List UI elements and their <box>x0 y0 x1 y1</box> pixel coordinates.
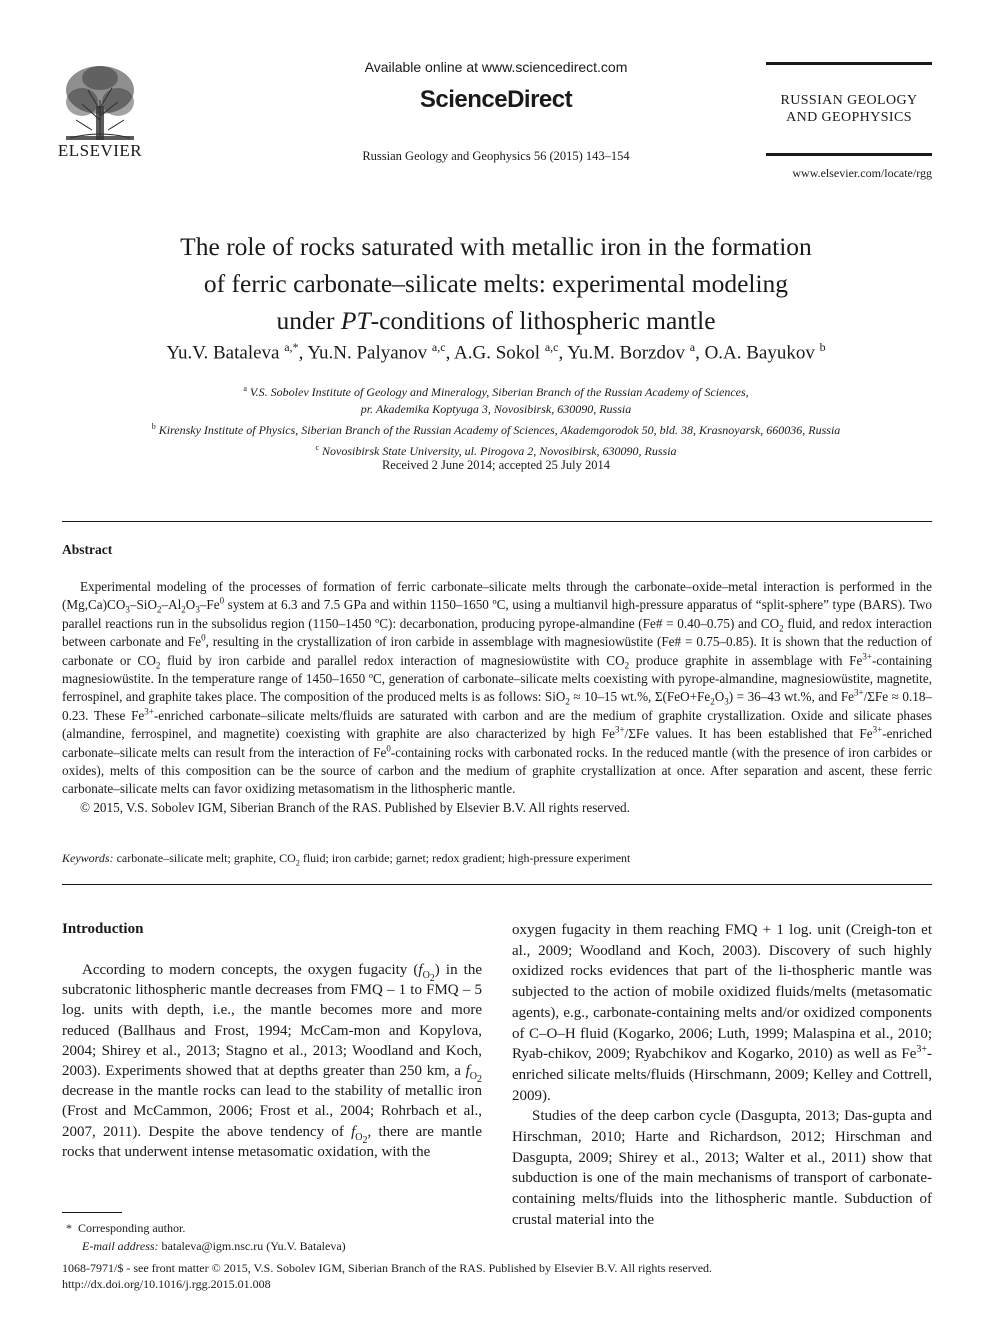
affiliation-text: V.S. Sobolev Institute of Geology and Mineralogy, Siberian Branch of the Russian Academy of Sciences, <box>249 385 749 399</box>
affiliations <box>62 380 930 460</box>
email-label: E-mail address: <box>82 1239 159 1253</box>
title-line3-prefix: under <box>276 306 341 335</box>
author-marks: a,* <box>284 340 299 354</box>
title-line3 <box>62 302 930 339</box>
journal-citation: Russian Geology and Geophysics 56 (2015) 143–154 <box>362 149 630 163</box>
received-dates: Received 2 June 2014; accepted 25 July 2014 <box>381 458 611 472</box>
body-column-right <box>512 920 932 1231</box>
affiliation-a-line1 <box>62 380 930 401</box>
author-marks: b <box>819 340 826 354</box>
article-title <box>62 228 930 339</box>
journal-name <box>766 92 932 126</box>
email-note <box>82 1239 346 1254</box>
affiliation-mark: c <box>315 443 319 452</box>
journal-rule-bottom <box>766 153 932 156</box>
author-name[interactable]: Yu.M. Borzdov <box>567 342 685 364</box>
author-name[interactable]: Yu.V. Bataleva <box>166 342 280 364</box>
section-divider <box>62 521 932 522</box>
title-line3-suffix: -conditions of lithospheric mantle <box>370 306 716 335</box>
footnote-mark: * <box>66 1221 72 1235</box>
affiliation-a-line2: pr. Akademika Koptyuga 3, Novosibirsk, 630090, Russia <box>360 402 632 416</box>
author-name[interactable]: A.G. Sokol <box>454 342 541 364</box>
keywords-sub: 2 <box>295 858 300 868</box>
keywords-label: Keywords: <box>62 851 114 865</box>
title-line2: of ferric carbonate–silicate melts: experimental modeling <box>203 269 789 298</box>
journal-rule-top <box>766 62 932 65</box>
title-line3-italic: PT <box>340 306 371 335</box>
author-name[interactable]: O.A. Bayukov <box>704 342 815 364</box>
journal-url-link[interactable]: www.elsevier.com/locate/rgg <box>792 166 932 180</box>
publisher-wordmark: ELSEVIER <box>57 141 143 160</box>
journal-name-line1: RUSSIAN GEOLOGY <box>780 93 918 108</box>
journal-name-line2: AND GEOPHYSICS <box>786 110 912 125</box>
doi-link[interactable]: http://dx.doi.org/10.1016/j.rgg.2015.01.008 <box>62 1277 271 1291</box>
corresponding-text: Corresponding author. <box>78 1221 186 1235</box>
keywords-text: fluid; iron carbide; garnet; redox gradient; high-pressure experiment <box>299 851 631 865</box>
author-list: Yu.V. Bataleva $^{a,*}$, Yu.N. Palyanov $^{a,c}$, A.G. Sokol $^{a,c}$, Yu.M. Borzdov $^a$, O.A. Bayukov $^b$ <box>166 340 826 364</box>
abstract-heading: Abstract <box>62 542 113 557</box>
intro-paragraph-1: According to modern concepts, the oxygen fugacity $(f_{O_2})$ in the subcratonic lithospheric mantle decreases from FMQ – 1 to FMQ – 5 log. units with depth, i.e., the mantle becomes more and more reduced (Ballhaus and Frost, 1994; McCam-mon and Kopylova, 2004; Shirey et al., 2013; Stagno et al., 2013; Woodland and Koch, 2003). Experiments showed that at depths greater than 250 km, a $f_{O_2}$ decrease in the mantle rocks can lead to the stability of metallic iron (Frost and McCammon, 2006; Frost et al., 2004; Rohrbach et al., 2007, 2011). Despite the above tendency of $f_{O_2}$, there are mantle rocks that underwent intense metasomatic oxidation, with the <box>62 962 482 1160</box>
introduction-heading: Introduction <box>62 921 144 937</box>
keywords <box>62 851 932 866</box>
available-online-link[interactable]: Available online at www.sciencedirect.com <box>364 59 628 75</box>
keywords-text: carbonate–silicate melt; graphite, CO <box>113 851 296 865</box>
abstract-copyright: © 2015, V.S. Sobolev IGM, Siberian Branch of the RAS. Published by Elsevier B.V. All rights reserved. <box>80 799 630 815</box>
intro-paragraph-2: Studies of the deep carbon cycle (Dasgupta, 2013; Das-gupta and Hirschman, 2010; Harte and Richardson, 2012; Hirschman and Dasgupta, 2009; Shirey et al., 2013; Walter et al., 2011) show that subduction is one of the main mechanisms of transport of carbonate-containing melts/fluids into the lithospheric mantle. Subduction of crustal material into the <box>512 1108 932 1228</box>
affiliation-b <box>62 418 930 439</box>
issn-line: 1068-7971/$ - see front matter © 2015, V.S. Sobolev IGM, Siberian Branch of the RAS. Published by Elsevier B.V. All rights reserved. <box>62 1261 713 1275</box>
author-name[interactable]: Yu.N. Palyanov <box>307 342 428 364</box>
footnote-rule <box>62 1212 122 1213</box>
corresponding-author-note <box>66 1221 185 1236</box>
email-address-link[interactable]: bataleva@igm.nsc.ru (Yu.V. Bataleva) <box>158 1239 346 1253</box>
abstract-paragraph: Experimental modeling of the processes of formation of ferric carbonate–silicate melts through the carbonate–oxide–metal interaction is performed in the $(Mg,Ca)CO_3-SiO_2-Al_2O_3-Fe^0$ system at 6.3 and 7.5 GPa and within 1150–1650 ºC, using a multianvil high-pressure apparatus of “split-sphere” type (BARS). Two parallel reactions run in the subsolidus region (1150–1450 ºC): decarbonation, producing pyrope-almandine (Fe# = 0.40–0.75) and $CO_2$ fluid, and redox interaction between carbonate and Fe$^0$, resulting in the crystallization of iron carbide in assemblage with magnesiowüstite (Fe# = 0.75–0.85). It is shown that the reduction of carbonate or $CO_2$ fluid by iron carbide and parallel redox interaction of magnesiowüstite with $CO_2$ produce graphite in assemblage with $Fe^{3+}$-containing magnesiowüstite. In the temperature range of 1450–1650 ºC, generation of carbonate–silicate melts coexisting with pyrope-almandine, magnesiowüstite, magnetite, ferrospinel, and graphite takes place. The composition of the produced melts is as follows: SiO$_2$ ≈ 10–15 wt.%, $\Sigma(FeO+Fe_2O_3) = 36-43$ wt.%, and $Fe^{3+}$/ΣFe ≈ 0.18–0.23. These $Fe^{3+}$-enriched carbonate–silicate melts/fluids are saturated with carbon and are the medium of graphite crystallization. Oxide and silicate phases (almandine, ferrospinel, and magnetite) coexisting with graphite are also characterized by high $Fe^{3+}$/ΣFe values. It has been established that $Fe^{3+}$-enriched carbonate–silicate melts can result from the interaction of Fe$^0$-containing rocks with carbonated rocks. In the reduced mantle (with the presence of iron carbides or oxides), melts of this composition can be the source of carbon and the medium of graphite crystallization at once. After separation and ascent, these ferric carbonate–silicate melts can favor oxidizing metasomatism in the lithospheric mantle. <box>62 579 933 797</box>
affiliation-text: Kirensky Institute of Physics, Siberian Branch of the Russian Academy of Sciences, Akademgorodok 50, bld. 38, Krasnoyarsk, 660036, Russia <box>158 423 841 437</box>
affiliation-c <box>62 439 930 460</box>
intro-paragraph-1-continued: oxygen fugacity in them reaching FMQ + 1 log. unit (Creigh-ton et al., 2009; Woodland and Koch, 2003). Discovery of such highly oxidized rocks evidences that part of the li-thospheric mantle was subjected to the action of mobile oxidized fluids/melts (metasomatic agents), e.g., carbonate-containing melts and/or oxidized components of C–O–H fluid (Kogarko, 2006; Luth, 1999; Malaspina et al., 2010; Ryab-chikov, 2009; Ryabchikov and Kogarko, 2010) as well as $Fe^{3+}$-enriched silicate melts/fluids (Hirschmann, 2009; Kelley and Cottrell, 2009). <box>512 922 932 1104</box>
sciencedirect-logo[interactable]: ScienceDirect <box>419 86 573 113</box>
affiliation-mark: b <box>151 422 156 431</box>
affiliation-mark: a <box>243 384 247 393</box>
author-marks: a,c <box>544 340 559 354</box>
affiliation-text: Novosibirsk State University, ul. Pirogova 2, Novosibirsk, 630090, Russia <box>322 444 677 458</box>
title-line1: The role of rocks saturated with metallic iron in the formation <box>180 232 812 261</box>
author-marks: a,c <box>431 340 446 354</box>
body-column-left <box>62 960 482 1162</box>
author-marks: a <box>689 340 696 354</box>
abstract-body <box>62 578 932 817</box>
section-divider <box>62 884 932 885</box>
